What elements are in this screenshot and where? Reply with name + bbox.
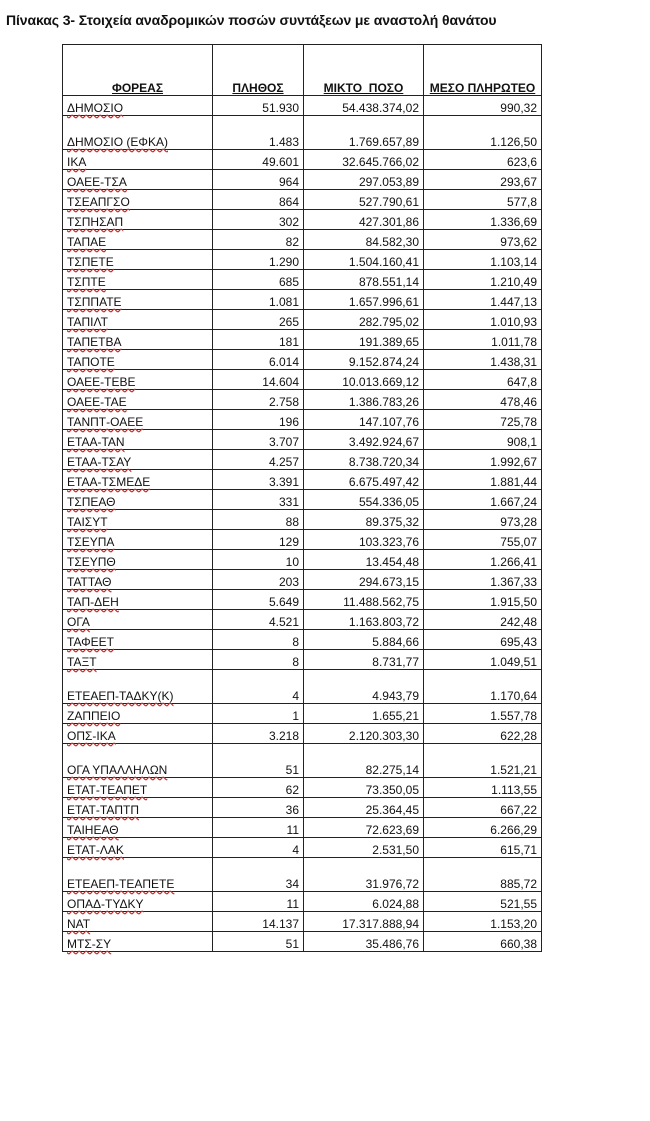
cell-mikto-poso: 8.738.720,34	[304, 450, 424, 470]
cell-mikto-poso: 1.655,21	[304, 704, 424, 724]
cell-plithos: 8	[213, 650, 304, 670]
cell-mikto-poso: 1.504.160,41	[304, 250, 424, 270]
table-row	[63, 932, 542, 952]
table-row	[63, 330, 542, 350]
cell-meso-pliroteo: 725,78	[424, 410, 542, 430]
cell-plithos: 864	[213, 190, 304, 210]
cell-mikto-poso: 6.675.497,42	[304, 470, 424, 490]
pension-table-container	[62, 44, 542, 952]
cell-foreas: ΕΤΑΑ-ΤΑΝ	[63, 430, 213, 450]
cell-plithos: 82	[213, 230, 304, 250]
cell-plithos: 1.081	[213, 290, 304, 310]
cell-mikto-poso: 35.486,76	[304, 932, 424, 952]
cell-mikto-poso: 72.623,69	[304, 818, 424, 838]
cell-meso-pliroteo: 1.010,93	[424, 310, 542, 330]
cell-meso-pliroteo: 6.266,29	[424, 818, 542, 838]
cell-foreas: ΤΣΠΕΤΕ	[63, 250, 213, 270]
table-row	[63, 778, 542, 798]
table-row	[63, 450, 542, 470]
table-row	[63, 530, 542, 550]
table-row	[63, 670, 542, 704]
cell-foreas: ΙΚΑ	[63, 150, 213, 170]
cell-foreas: ΕΤΕΑΕΠ-ΤΑΔΚΥ(Κ)	[63, 670, 213, 704]
table-row	[63, 490, 542, 510]
cell-foreas: ΤΑΝΠΤ-ΟΑΕΕ	[63, 410, 213, 430]
cell-mikto-poso: 82.275,14	[304, 744, 424, 778]
cell-meso-pliroteo: 1.011,78	[424, 330, 542, 350]
cell-meso-pliroteo: 1.447,13	[424, 290, 542, 310]
cell-foreas: ΕΤΑΤ-ΛΑΚ	[63, 838, 213, 858]
cell-plithos: 196	[213, 410, 304, 430]
cell-meso-pliroteo: 1.667,24	[424, 490, 542, 510]
cell-meso-pliroteo: 1.367,33	[424, 570, 542, 590]
cell-meso-pliroteo: 1.336,69	[424, 210, 542, 230]
cell-plithos: 49.601	[213, 150, 304, 170]
cell-plithos: 5.649	[213, 590, 304, 610]
table-row	[63, 230, 542, 250]
cell-plithos: 11	[213, 892, 304, 912]
cell-plithos: 11	[213, 818, 304, 838]
cell-foreas: ΕΤΑΤ-ΤΑΠΤΠ	[63, 798, 213, 818]
table-row	[63, 290, 542, 310]
cell-mikto-poso: 282.795,02	[304, 310, 424, 330]
table-row	[63, 650, 542, 670]
cell-meso-pliroteo: 660,38	[424, 932, 542, 952]
cell-foreas: ΟΓΑ	[63, 610, 213, 630]
cell-mikto-poso: 4.943,79	[304, 670, 424, 704]
cell-mikto-poso: 147.107,76	[304, 410, 424, 430]
cell-meso-pliroteo: 1.266,41	[424, 550, 542, 570]
cell-mikto-poso: 31.976,72	[304, 858, 424, 892]
cell-plithos: 3.707	[213, 430, 304, 450]
cell-mikto-poso: 1.163.803,72	[304, 610, 424, 630]
cell-plithos: 34	[213, 858, 304, 892]
table-caption: Πίνακας 3- Στοιχεία αναδρομικών ποσών συντάξεων με αναστολή θανάτου	[6, 12, 497, 28]
cell-foreas: ΔΗΜΟΣΙΟ (ΕΦΚΑ)	[63, 116, 213, 150]
cell-mikto-poso: 554.336,05	[304, 490, 424, 510]
cell-plithos: 331	[213, 490, 304, 510]
table-row	[63, 818, 542, 838]
cell-mikto-poso: 73.350,05	[304, 778, 424, 798]
table-row	[63, 912, 542, 932]
cell-meso-pliroteo: 1.170,64	[424, 670, 542, 704]
cell-mikto-poso: 427.301,86	[304, 210, 424, 230]
cell-mikto-poso: 5.884,66	[304, 630, 424, 650]
cell-meso-pliroteo: 622,28	[424, 724, 542, 744]
cell-meso-pliroteo: 755,07	[424, 530, 542, 550]
cell-meso-pliroteo: 908,1	[424, 430, 542, 450]
header-plithos: ΠΛΗΘΟΣ	[213, 45, 304, 96]
cell-plithos: 14.604	[213, 370, 304, 390]
cell-foreas: ΟΓΑ ΥΠΑΛΛΗΛΩΝ	[63, 744, 213, 778]
cell-plithos: 1.483	[213, 116, 304, 150]
cell-foreas: ΤΣΠΗΣΑΠ	[63, 210, 213, 230]
cell-foreas: ΤΑΠΕΤΒΑ	[63, 330, 213, 350]
table-row	[63, 858, 542, 892]
cell-foreas: ΕΤΑΤ-ΤΕΑΠΕΤ	[63, 778, 213, 798]
cell-plithos: 1	[213, 704, 304, 724]
cell-mikto-poso: 191.389,65	[304, 330, 424, 350]
cell-meso-pliroteo: 1.126,50	[424, 116, 542, 150]
cell-foreas: ΤΣΠΠΑΤΕ	[63, 290, 213, 310]
cell-foreas: ΤΑΠΑΕ	[63, 230, 213, 250]
cell-meso-pliroteo: 973,28	[424, 510, 542, 530]
cell-meso-pliroteo: 521,55	[424, 892, 542, 912]
cell-foreas: ΜΤΣ-ΣΥ	[63, 932, 213, 952]
cell-plithos: 4	[213, 670, 304, 704]
cell-foreas: ΟΑΕΕ-ΤΕΒΕ	[63, 370, 213, 390]
cell-foreas: ΕΤΕΑΕΠ-ΤΕΑΠΕΤΕ	[63, 858, 213, 892]
cell-mikto-poso: 1.657.996,61	[304, 290, 424, 310]
cell-meso-pliroteo: 1.113,55	[424, 778, 542, 798]
cell-meso-pliroteo: 647,8	[424, 370, 542, 390]
table-row	[63, 210, 542, 230]
cell-meso-pliroteo: 1.915,50	[424, 590, 542, 610]
cell-plithos: 2.758	[213, 390, 304, 410]
header-row	[63, 45, 542, 96]
header-meso-plirotеo: ΜΕΣΟ ΠΛΗΡΩΤΕΟ	[424, 45, 542, 96]
table-row	[63, 570, 542, 590]
cell-plithos: 4.257	[213, 450, 304, 470]
cell-plithos: 4	[213, 838, 304, 858]
cell-foreas: ΤΑΠ-ΔΕΗ	[63, 590, 213, 610]
table-row	[63, 390, 542, 410]
table-row	[63, 116, 542, 150]
cell-foreas: ΤΣΕΥΠΑ	[63, 530, 213, 550]
cell-mikto-poso: 103.323,76	[304, 530, 424, 550]
cell-meso-pliroteo: 478,46	[424, 390, 542, 410]
table-row	[63, 470, 542, 490]
cell-meso-pliroteo: 1.210,49	[424, 270, 542, 290]
cell-foreas: ΕΤΑΑ-ΤΣΑΥ	[63, 450, 213, 470]
cell-plithos: 4.521	[213, 610, 304, 630]
table-row	[63, 798, 542, 818]
table-row	[63, 724, 542, 744]
cell-plithos: 8	[213, 630, 304, 650]
cell-meso-pliroteo: 293,67	[424, 170, 542, 190]
cell-foreas: ΤΣΕΥΠΘ	[63, 550, 213, 570]
cell-plithos: 88	[213, 510, 304, 530]
cell-meso-pliroteo: 1.438,31	[424, 350, 542, 370]
cell-meso-pliroteo: 1.521,21	[424, 744, 542, 778]
cell-foreas: ΤΑΤΤΑΘ	[63, 570, 213, 590]
cell-mikto-poso: 10.013.669,12	[304, 370, 424, 390]
table-row	[63, 510, 542, 530]
cell-mikto-poso: 1.769.657,89	[304, 116, 424, 150]
table-row	[63, 590, 542, 610]
cell-plithos: 129	[213, 530, 304, 550]
cell-plithos: 1.290	[213, 250, 304, 270]
cell-mikto-poso: 13.454,48	[304, 550, 424, 570]
cell-plithos: 302	[213, 210, 304, 230]
cell-plithos: 3.391	[213, 470, 304, 490]
cell-meso-pliroteo: 623,6	[424, 150, 542, 170]
cell-foreas: ΤΑΙΣΥΤ	[63, 510, 213, 530]
cell-meso-pliroteo: 615,71	[424, 838, 542, 858]
cell-plithos: 3.218	[213, 724, 304, 744]
cell-meso-pliroteo: 1.881,44	[424, 470, 542, 490]
cell-meso-pliroteo: 1.992,67	[424, 450, 542, 470]
table-row	[63, 610, 542, 630]
cell-plithos: 62	[213, 778, 304, 798]
cell-meso-pliroteo: 695,43	[424, 630, 542, 650]
cell-mikto-poso: 84.582,30	[304, 230, 424, 250]
table-row	[63, 270, 542, 290]
cell-foreas: ΤΣΠΤΕ	[63, 270, 213, 290]
table-row	[63, 550, 542, 570]
cell-foreas: ΔΗΜΟΣΙΟ	[63, 96, 213, 116]
cell-meso-pliroteo: 973,62	[424, 230, 542, 250]
cell-mikto-poso: 54.438.374,02	[304, 96, 424, 116]
table-row	[63, 838, 542, 858]
cell-foreas: ΟΑΕΕ-ΤΑΕ	[63, 390, 213, 410]
cell-plithos: 51.930	[213, 96, 304, 116]
cell-meso-pliroteo: 242,48	[424, 610, 542, 630]
cell-foreas: ΤΑΦΕΕΤ	[63, 630, 213, 650]
cell-meso-pliroteo: 990,32	[424, 96, 542, 116]
cell-mikto-poso: 2.531,50	[304, 838, 424, 858]
table-row	[63, 892, 542, 912]
cell-plithos: 51	[213, 744, 304, 778]
cell-mikto-poso: 6.024,88	[304, 892, 424, 912]
cell-plithos: 181	[213, 330, 304, 350]
cell-mikto-poso: 1.386.783,26	[304, 390, 424, 410]
header-mikto-poso: ΜΙΚΤΟ_ΠΟΣΟ	[304, 45, 424, 96]
table-row	[63, 430, 542, 450]
header-foreas: ΦΟΡΕΑΣ	[63, 45, 213, 96]
cell-mikto-poso: 527.790,61	[304, 190, 424, 210]
cell-foreas: ΕΤΑΑ-ΤΣΜΕΔΕ	[63, 470, 213, 490]
table-row	[63, 310, 542, 330]
cell-meso-pliroteo: 1.049,51	[424, 650, 542, 670]
cell-plithos: 10	[213, 550, 304, 570]
cell-mikto-poso: 3.492.924,67	[304, 430, 424, 450]
table-row	[63, 170, 542, 190]
cell-foreas: ΤΣΠΕΑΘ	[63, 490, 213, 510]
cell-foreas: ΟΑΕΕ-ΤΣΑ	[63, 170, 213, 190]
cell-meso-pliroteo: 577,8	[424, 190, 542, 210]
cell-meso-pliroteo: 1.153,20	[424, 912, 542, 932]
cell-mikto-poso: 297.053,89	[304, 170, 424, 190]
cell-foreas: ΤΑΞΤ	[63, 650, 213, 670]
table-row	[63, 370, 542, 390]
cell-plithos: 203	[213, 570, 304, 590]
cell-mikto-poso: 17.317.888,94	[304, 912, 424, 932]
cell-mikto-poso: 11.488.562,75	[304, 590, 424, 610]
cell-foreas: ΟΠΑΔ-ΤΥΔΚΥ	[63, 892, 213, 912]
cell-mikto-poso: 294.673,15	[304, 570, 424, 590]
cell-mikto-poso: 25.364,45	[304, 798, 424, 818]
cell-mikto-poso: 32.645.766,02	[304, 150, 424, 170]
cell-plithos: 51	[213, 932, 304, 952]
cell-mikto-poso: 8.731,77	[304, 650, 424, 670]
cell-plithos: 6.014	[213, 350, 304, 370]
cell-foreas: ΤΣΕΑΠΓΣΟ	[63, 190, 213, 210]
cell-plithos: 685	[213, 270, 304, 290]
cell-foreas: ΝΑΤ	[63, 912, 213, 932]
table-row	[63, 250, 542, 270]
table-row	[63, 630, 542, 650]
table-row	[63, 704, 542, 724]
table-row	[63, 744, 542, 778]
cell-plithos: 14.137	[213, 912, 304, 932]
table-body	[63, 96, 542, 952]
cell-foreas: ΤΑΠΟΤΕ	[63, 350, 213, 370]
cell-foreas: ΖΑΠΠΕΙΟ	[63, 704, 213, 724]
cell-foreas: ΟΠΣ-ΙΚΑ	[63, 724, 213, 744]
cell-mikto-poso: 9.152.874,24	[304, 350, 424, 370]
cell-plithos: 964	[213, 170, 304, 190]
cell-mikto-poso: 89.375,32	[304, 510, 424, 530]
cell-plithos: 265	[213, 310, 304, 330]
cell-meso-pliroteo: 1.103,14	[424, 250, 542, 270]
cell-mikto-poso: 2.120.303,30	[304, 724, 424, 744]
cell-foreas: ΤΑΙΗΕΑΘ	[63, 818, 213, 838]
table-row	[63, 410, 542, 430]
pension-table	[62, 44, 542, 952]
table-row	[63, 96, 542, 116]
cell-plithos: 36	[213, 798, 304, 818]
table-row	[63, 190, 542, 210]
cell-meso-pliroteo: 1.557,78	[424, 704, 542, 724]
table-row	[63, 350, 542, 370]
cell-mikto-poso: 878.551,14	[304, 270, 424, 290]
cell-meso-pliroteo: 667,22	[424, 798, 542, 818]
table-row	[63, 150, 542, 170]
cell-meso-pliroteo: 885,72	[424, 858, 542, 892]
cell-foreas: ΤΑΠΙΛΤ	[63, 310, 213, 330]
